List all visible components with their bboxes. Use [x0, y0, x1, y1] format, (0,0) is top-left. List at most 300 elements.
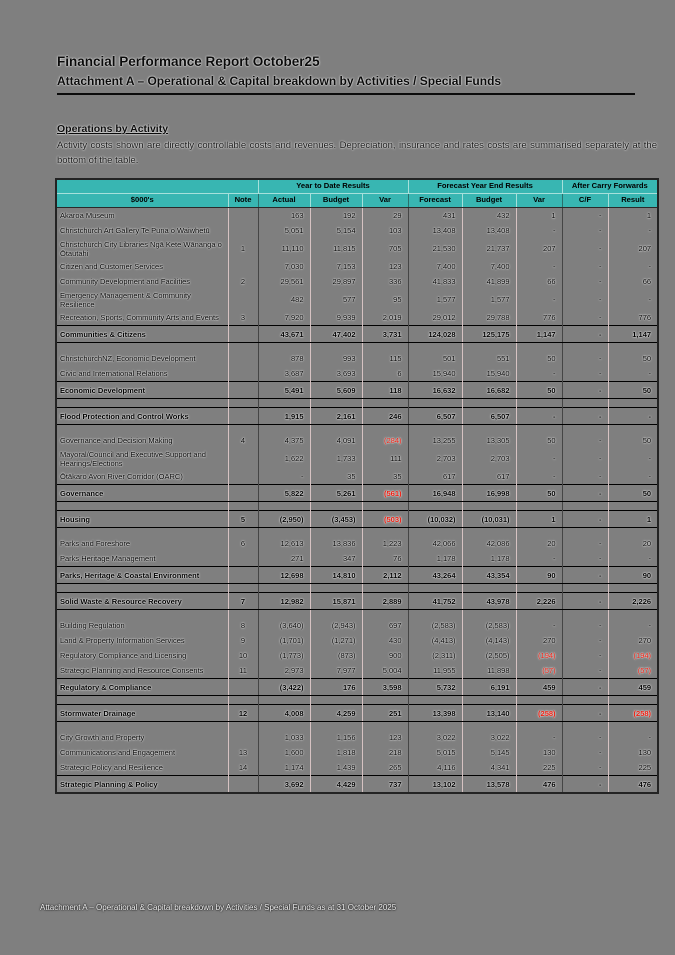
value-cell: 21,737 — [462, 238, 516, 259]
value-cell — [516, 425, 562, 434]
value-cell: 482 — [258, 289, 310, 310]
value-cell — [608, 610, 658, 619]
value-cell: 1 — [608, 511, 658, 528]
activity-label — [56, 425, 228, 434]
value-cell: (194) — [516, 648, 562, 663]
value-cell — [310, 425, 362, 434]
value-cell: - — [516, 730, 562, 745]
value-cell: - — [562, 567, 608, 584]
value-cell: 43,264 — [408, 567, 462, 584]
value-cell — [310, 502, 362, 511]
note-cell — [228, 326, 258, 343]
value-cell: 218 — [362, 745, 408, 760]
value-cell: 7,977 — [310, 663, 362, 679]
value-cell: 13,408 — [408, 223, 462, 238]
value-cell: 207 — [608, 238, 658, 259]
activity-label: ChristchurchNZ, Economic Development — [56, 351, 228, 366]
note-cell — [228, 259, 258, 274]
value-cell: 9,939 — [310, 310, 362, 326]
value-cell: 1,577 — [462, 289, 516, 310]
value-cell: (1,701) — [258, 633, 310, 648]
footer-text: Attachment A – Operational & Capital breakdown by Activities / Special Funds as at 31 October 2025 — [40, 903, 397, 912]
value-cell: 7,030 — [258, 259, 310, 274]
group-header — [56, 179, 258, 194]
activity-label: Civic and International Relations — [56, 366, 228, 382]
value-cell: - — [516, 618, 562, 633]
value-cell: 878 — [258, 351, 310, 366]
value-cell — [562, 696, 608, 705]
value-cell: - — [608, 448, 658, 469]
table-row — [56, 776, 658, 794]
note-cell: 11 — [228, 663, 258, 679]
value-cell: 1,147 — [608, 326, 658, 343]
value-cell: 176 — [310, 679, 362, 696]
activity-label — [56, 696, 228, 705]
value-cell: 3,598 — [362, 679, 408, 696]
value-cell: 90 — [516, 567, 562, 584]
value-cell: 617 — [462, 469, 516, 485]
value-cell: 50 — [516, 433, 562, 448]
value-cell: 1,600 — [258, 745, 310, 760]
table-row — [56, 448, 658, 469]
note-cell — [228, 448, 258, 469]
value-cell: - — [562, 208, 608, 224]
intro-text: Activity costs shown are directly controllable costs and revenues. Depreciation, insurance and rates costs are summarised separately at the bottom of the table. — [57, 140, 657, 166]
note-cell — [228, 289, 258, 310]
value-cell: - — [562, 633, 608, 648]
value-cell — [562, 584, 608, 593]
table-row — [56, 567, 658, 584]
value-cell: 3,022 — [408, 730, 462, 745]
value-cell: 431 — [408, 208, 462, 224]
value-cell — [258, 584, 310, 593]
note-cell: 14 — [228, 760, 258, 776]
value-cell — [516, 502, 562, 511]
value-cell — [310, 610, 362, 619]
value-cell: - — [562, 448, 608, 469]
value-cell — [462, 696, 516, 705]
value-cell — [516, 610, 562, 619]
note-cell — [228, 425, 258, 434]
value-cell: 29,561 — [258, 274, 310, 289]
value-cell — [608, 343, 658, 352]
value-cell: 4,116 — [408, 760, 462, 776]
value-cell: 50 — [608, 433, 658, 448]
value-cell: - — [516, 223, 562, 238]
spacer-row — [56, 610, 658, 619]
value-cell: 6,507 — [408, 408, 462, 425]
value-cell: (57) — [608, 663, 658, 679]
value-cell — [462, 584, 516, 593]
column-header: C/F — [562, 194, 608, 208]
note-cell: 12 — [228, 705, 258, 722]
value-cell — [362, 343, 408, 352]
table-row — [56, 536, 658, 551]
value-cell — [408, 502, 462, 511]
value-cell — [462, 610, 516, 619]
value-cell — [362, 528, 408, 537]
value-cell: (10,031) — [462, 511, 516, 528]
note-cell — [228, 584, 258, 593]
table-row — [56, 593, 658, 610]
value-cell: 265 — [362, 760, 408, 776]
value-cell: - — [608, 366, 658, 382]
value-cell: - — [562, 648, 608, 663]
note-cell — [228, 679, 258, 696]
value-cell: 43,671 — [258, 326, 310, 343]
value-cell: 35 — [310, 469, 362, 485]
value-cell: 1 — [516, 511, 562, 528]
value-cell: - — [608, 223, 658, 238]
activity-label: Community Development and Facilities — [56, 274, 228, 289]
value-cell: 430 — [362, 633, 408, 648]
value-cell: 1,156 — [310, 730, 362, 745]
value-cell: 1,915 — [258, 408, 310, 425]
value-cell: 336 — [362, 274, 408, 289]
value-cell: - — [516, 408, 562, 425]
value-cell — [516, 696, 562, 705]
value-cell: 50 — [516, 382, 562, 399]
value-cell: 7,920 — [258, 310, 310, 326]
note-cell — [228, 722, 258, 731]
value-cell — [258, 610, 310, 619]
value-cell: 29,788 — [462, 310, 516, 326]
value-cell: (57) — [516, 663, 562, 679]
value-cell — [608, 528, 658, 537]
value-cell — [462, 425, 516, 434]
value-cell: 50 — [608, 485, 658, 502]
value-cell: (1,773) — [258, 648, 310, 663]
value-cell: - — [562, 408, 608, 425]
value-cell — [408, 696, 462, 705]
activity-label: Governance — [56, 485, 228, 502]
value-cell: 118 — [362, 382, 408, 399]
value-cell: - — [562, 663, 608, 679]
activity-label: Christchurch City Libraries Ngā Kete Wānanga o Ōtautahi — [56, 238, 228, 259]
spacer-row — [56, 399, 658, 408]
spacer-row — [56, 528, 658, 537]
table-row — [56, 289, 658, 310]
note-cell — [228, 610, 258, 619]
value-cell: - — [608, 408, 658, 425]
value-cell: 3,693 — [310, 366, 362, 382]
value-cell: - — [562, 485, 608, 502]
value-cell: 705 — [362, 238, 408, 259]
value-cell: 1,439 — [310, 760, 362, 776]
value-cell: 737 — [362, 776, 408, 794]
activity-label: Ōtākaro Avon River Corridor (OARC) — [56, 469, 228, 485]
note-cell: 10 — [228, 648, 258, 663]
value-cell: 5,015 — [408, 745, 462, 760]
column-header: Actual — [258, 194, 310, 208]
value-cell — [258, 696, 310, 705]
table-row — [56, 351, 658, 366]
value-cell: 1,622 — [258, 448, 310, 469]
value-cell — [516, 722, 562, 731]
value-cell: - — [608, 551, 658, 567]
value-cell: (2,311) — [408, 648, 462, 663]
value-cell: 1 — [516, 208, 562, 224]
value-cell — [408, 425, 462, 434]
column-header: Note — [228, 194, 258, 208]
value-cell: 29 — [362, 208, 408, 224]
value-cell: (503) — [362, 511, 408, 528]
table-row — [56, 663, 658, 679]
value-cell: 192 — [310, 208, 362, 224]
value-cell: (3,422) — [258, 679, 310, 696]
value-cell — [462, 502, 516, 511]
table-row — [56, 485, 658, 502]
value-cell: 5,609 — [310, 382, 362, 399]
value-cell: - — [562, 238, 608, 259]
value-cell: - — [608, 618, 658, 633]
spacer-row — [56, 502, 658, 511]
value-cell: (561) — [362, 485, 408, 502]
value-cell: 7,400 — [408, 259, 462, 274]
group-header: Forecast Year End Results — [408, 179, 562, 194]
value-cell — [562, 610, 608, 619]
value-cell: 551 — [462, 351, 516, 366]
value-cell: 13,140 — [462, 705, 516, 722]
value-cell: 41,833 — [408, 274, 462, 289]
activity-label: Emergency Management & Community Resilience — [56, 289, 228, 310]
note-cell — [228, 502, 258, 511]
value-cell — [608, 399, 658, 408]
value-cell: 16,998 — [462, 485, 516, 502]
column-header: Result — [608, 194, 658, 208]
value-cell: 3,692 — [258, 776, 310, 794]
value-cell: (194) — [608, 648, 658, 663]
value-cell: - — [562, 679, 608, 696]
spacer-row — [56, 343, 658, 352]
activity-label — [56, 343, 228, 352]
table-row — [56, 208, 658, 224]
value-cell — [258, 502, 310, 511]
value-cell: - — [608, 289, 658, 310]
value-cell: - — [562, 705, 608, 722]
value-cell: 776 — [516, 310, 562, 326]
activity-label — [56, 610, 228, 619]
value-cell: 5,822 — [258, 485, 310, 502]
activity-label: Strategic Planning and Resource Consents — [56, 663, 228, 679]
value-cell: 21,530 — [408, 238, 462, 259]
value-cell — [258, 343, 310, 352]
table-row — [56, 745, 658, 760]
value-cell: 2,112 — [362, 567, 408, 584]
value-cell: - — [562, 511, 608, 528]
value-cell: (4,143) — [462, 633, 516, 648]
page-subtitle: Attachment A – Operational & Capital breakdown by Activities / Special Funds — [57, 74, 635, 95]
note-cell — [228, 382, 258, 399]
value-cell: 35 — [362, 469, 408, 485]
value-cell: 1,033 — [258, 730, 310, 745]
value-cell — [408, 722, 462, 731]
value-cell — [608, 502, 658, 511]
note-cell — [228, 343, 258, 352]
note-cell — [228, 696, 258, 705]
value-cell: 41,899 — [462, 274, 516, 289]
value-cell — [362, 502, 408, 511]
table-row — [56, 679, 658, 696]
value-cell: 697 — [362, 618, 408, 633]
value-cell: - — [562, 618, 608, 633]
note-cell — [228, 551, 258, 567]
value-cell: 5,732 — [408, 679, 462, 696]
value-cell: - — [562, 433, 608, 448]
activity-label: Regulatory Compliance and Licensing — [56, 648, 228, 663]
value-cell: 11,898 — [462, 663, 516, 679]
value-cell: 5,145 — [462, 745, 516, 760]
value-cell — [408, 343, 462, 352]
table-row — [56, 366, 658, 382]
value-cell: 4,008 — [258, 705, 310, 722]
value-cell: 1 — [608, 208, 658, 224]
column-header: Var — [516, 194, 562, 208]
value-cell: - — [562, 382, 608, 399]
value-cell — [310, 696, 362, 705]
value-cell: 47,402 — [310, 326, 362, 343]
activity-label: Economic Development — [56, 382, 228, 399]
table-row — [56, 633, 658, 648]
value-cell: 7,153 — [310, 259, 362, 274]
value-cell: 2,703 — [462, 448, 516, 469]
value-cell: (3,453) — [310, 511, 362, 528]
note-cell — [228, 208, 258, 224]
value-cell: 50 — [608, 382, 658, 399]
note-cell: 8 — [228, 618, 258, 633]
group-header: After Carry Forwards — [562, 179, 658, 194]
value-cell: (2,505) — [462, 648, 516, 663]
activity-label — [56, 584, 228, 593]
value-cell: 15,940 — [462, 366, 516, 382]
value-cell — [258, 722, 310, 731]
value-cell: (2,950) — [258, 511, 310, 528]
table-body — [56, 208, 658, 794]
activity-label: Land & Property Information Services — [56, 633, 228, 648]
value-cell: - — [562, 326, 608, 343]
value-cell: 130 — [516, 745, 562, 760]
value-cell — [562, 502, 608, 511]
value-cell: 432 — [462, 208, 516, 224]
value-cell: 13,398 — [408, 705, 462, 722]
note-cell — [228, 567, 258, 584]
column-header: Budget — [310, 194, 362, 208]
value-cell — [516, 528, 562, 537]
value-cell: 115 — [362, 351, 408, 366]
activity-label: Parks Heritage Management — [56, 551, 228, 567]
value-cell: - — [562, 259, 608, 274]
value-cell: 2,226 — [516, 593, 562, 610]
activity-label: Akaroa Museum — [56, 208, 228, 224]
table-row — [56, 238, 658, 259]
table-row — [56, 469, 658, 485]
value-cell: 4,429 — [310, 776, 362, 794]
value-cell: 501 — [408, 351, 462, 366]
note-cell: 13 — [228, 745, 258, 760]
value-cell: 11,815 — [310, 238, 362, 259]
value-cell: - — [562, 730, 608, 745]
note-cell — [228, 223, 258, 238]
value-cell — [562, 528, 608, 537]
spacer-row — [56, 696, 658, 705]
value-cell: 4,375 — [258, 433, 310, 448]
value-cell — [516, 399, 562, 408]
activity-label: Strategic Policy and Resilience — [56, 760, 228, 776]
value-cell: 15,940 — [408, 366, 462, 382]
note-cell: 1 — [228, 238, 258, 259]
value-cell: (873) — [310, 648, 362, 663]
value-cell: (1,271) — [310, 633, 362, 648]
value-cell: 1,147 — [516, 326, 562, 343]
value-cell: 14,810 — [310, 567, 362, 584]
value-cell: 1,178 — [408, 551, 462, 567]
note-cell: 6 — [228, 536, 258, 551]
value-cell: 16,632 — [408, 382, 462, 399]
value-cell: 41,752 — [408, 593, 462, 610]
value-cell — [562, 343, 608, 352]
value-cell: 123 — [362, 259, 408, 274]
value-cell: 124,028 — [408, 326, 462, 343]
value-cell: 225 — [516, 760, 562, 776]
value-cell: 5,004 — [362, 663, 408, 679]
note-cell — [228, 351, 258, 366]
table-header — [56, 179, 658, 208]
activity-label: Recreation, Sports, Community Arts and Events — [56, 310, 228, 326]
value-cell — [562, 425, 608, 434]
value-cell — [310, 528, 362, 537]
value-cell: - — [516, 259, 562, 274]
value-cell: 270 — [516, 633, 562, 648]
value-cell: - — [516, 289, 562, 310]
table-row — [56, 326, 658, 343]
value-cell: 5,154 — [310, 223, 362, 238]
activity-label: Mayoral/Council and Executive Support and Hearings/Elections — [56, 448, 228, 469]
value-cell: - — [562, 310, 608, 326]
value-cell: 12,982 — [258, 593, 310, 610]
value-cell: 20 — [516, 536, 562, 551]
value-cell — [310, 722, 362, 731]
note-cell: 4 — [228, 433, 258, 448]
value-cell: 2,226 — [608, 593, 658, 610]
value-cell: - — [562, 223, 608, 238]
value-cell: 50 — [516, 485, 562, 502]
note-cell — [228, 485, 258, 502]
value-cell: 459 — [516, 679, 562, 696]
value-cell: 90 — [608, 567, 658, 584]
value-cell: 95 — [362, 289, 408, 310]
value-cell: 270 — [608, 633, 658, 648]
table-row — [56, 511, 658, 528]
value-cell: 43,978 — [462, 593, 516, 610]
value-cell: 163 — [258, 208, 310, 224]
value-cell: 66 — [608, 274, 658, 289]
value-cell — [462, 343, 516, 352]
value-cell: - — [562, 551, 608, 567]
value-cell: 993 — [310, 351, 362, 366]
value-cell: 246 — [362, 408, 408, 425]
value-cell — [462, 399, 516, 408]
value-cell: - — [562, 776, 608, 794]
value-cell: - — [516, 469, 562, 485]
value-cell: - — [562, 274, 608, 289]
value-cell: 347 — [310, 551, 362, 567]
value-cell: (258) — [516, 705, 562, 722]
value-cell: - — [258, 469, 310, 485]
activity-label — [56, 722, 228, 731]
value-cell: 5,491 — [258, 382, 310, 399]
value-cell: 476 — [608, 776, 658, 794]
note-cell — [228, 408, 258, 425]
